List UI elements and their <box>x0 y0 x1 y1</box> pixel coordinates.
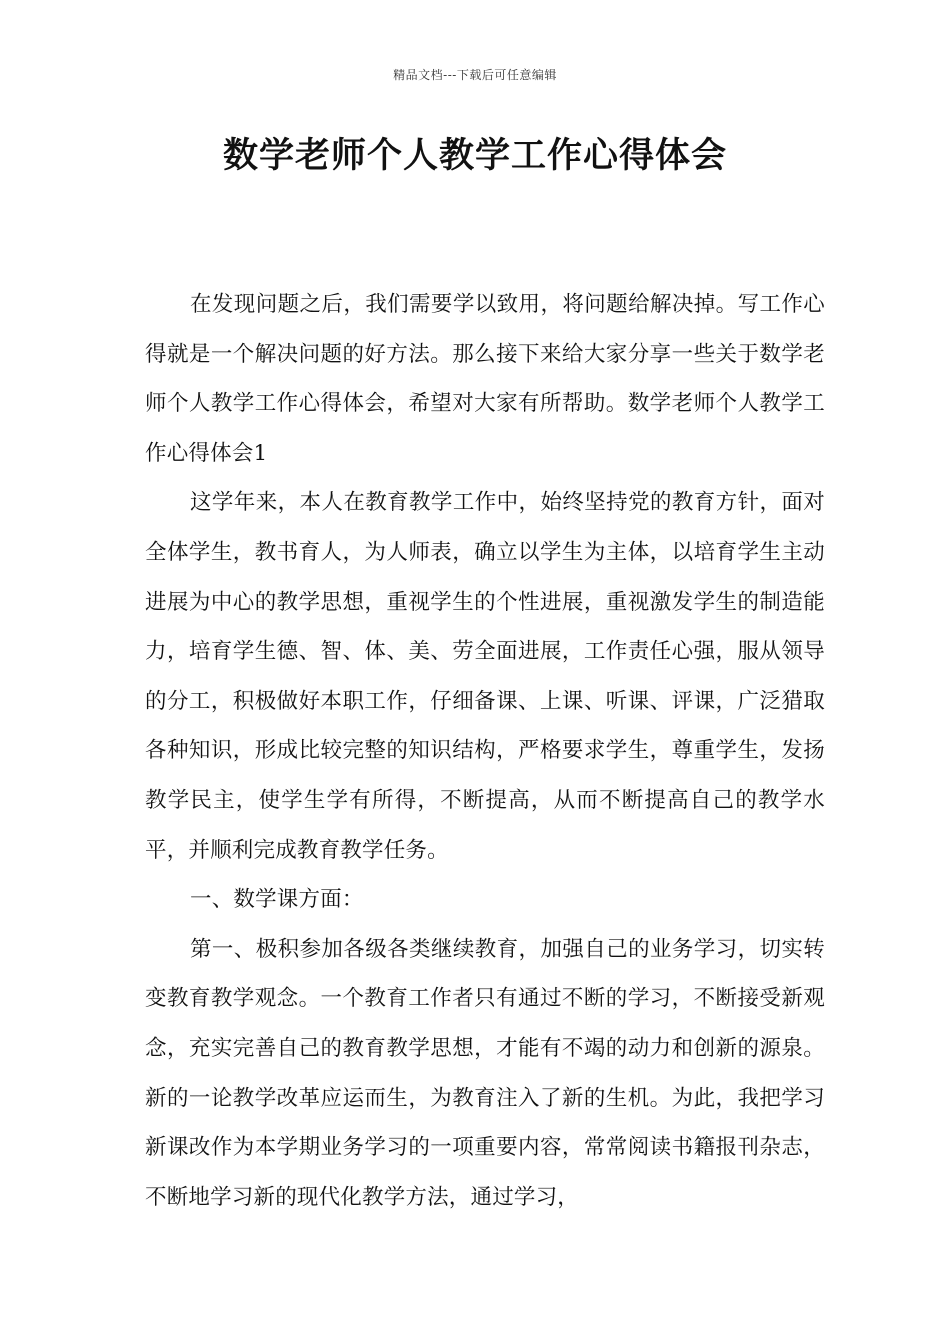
paragraph-summary: 这学年来，本人在教育教学工作中，始终坚持党的教育方针，面对全体学生，教书育人，为人师表，确立以学生为主体，以培育学生主动进展为中心的教学思想，重视学生的个性进展，重视激发学生的制造能力，培育学生德、智、体、美、劳全面进展，工作责任心强，服从领导的分工，积极做好本职工作，仔细备课、上课、听课、评课，广泛猎取各种知识，形成比较完整的知识结构，严格要求学生，尊重学生，发扬教学民主，使学生学有所得，不断提高，从而不断提高自己的教学水平，并顺利完成教育教学任务。 <box>145 490 825 863</box>
section-heading: 一、数学课方面： <box>190 887 364 913</box>
document-body <box>145 280 825 1222</box>
document-title: 数学老师个人教学工作心得体会 <box>222 135 727 176</box>
header-note: 精品文档---下载后可任意编辑 <box>393 68 557 82</box>
paragraph-first-point: 第一、极积参加各级各类继续教育，加强自己的业务学习，切实转变教育教学观念。一个教育工作者只有通过不断的学习，不断接受新观念，充实完善自己的教育教学思想，才能有不竭的动力和创新的源泉。新的一论教学改革应运而生，为教育注入了新的生机。为此，我把学习新课改作为本学期业务学习的一项重要内容，常常阅读书籍报刊杂志，不断地学习新的现代化教学方法，通过学习， <box>145 936 825 1210</box>
paragraph-intro: 在发现问题之后，我们需要学以致用，将问题给解决掉。写工作心得就是一个解决问题的好方法。那么接下来给大家分享一些关于数学老师个人教学工作心得体会，希望对大家有所帮助。数学老师个人教学工作心得体会1 <box>145 292 825 466</box>
